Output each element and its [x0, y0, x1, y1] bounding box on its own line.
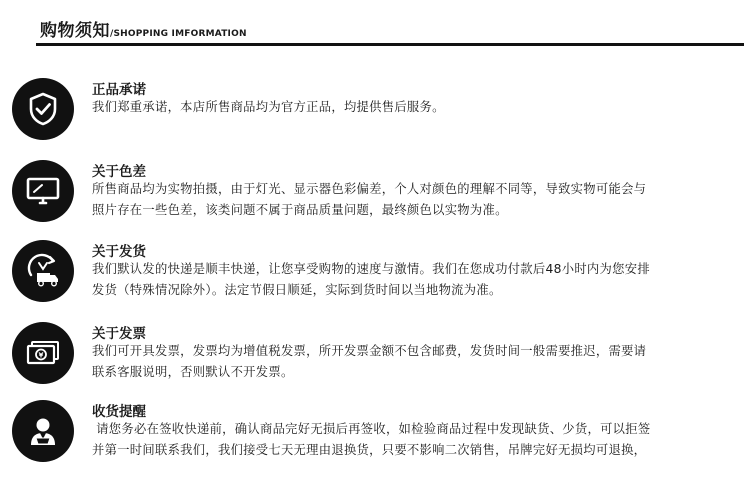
- section-body: [92, 179, 722, 221]
- header: [0, 0, 750, 50]
- header-divider: [36, 43, 744, 46]
- section-receipt-reminder: [0, 400, 750, 470]
- section-line: 我们郑重承诺，本店所售商品均为官方正品，均提供售后服务。: [92, 100, 445, 114]
- section-line: 发货（特殊情况除外）。法定节假日顺延，实际到货时间以当地物流为准。: [92, 283, 502, 297]
- delivery-truck-icon: [12, 240, 74, 302]
- section-title: 关于发货: [92, 244, 146, 260]
- section-authenticity: [0, 78, 750, 148]
- section-body: [92, 419, 722, 461]
- section-line: 照片存在一些色差，该类问题不属于商品质量问题，最终颜色以实物为准。: [92, 203, 508, 217]
- section-line: 我们可开具发票，发票均为增值税发票，所开发票金额不包含邮费，发货时间一般需要推迟，需要请: [92, 344, 647, 358]
- section-title: 正品承诺: [92, 82, 146, 98]
- section-shipping: [0, 240, 750, 310]
- invoice-icon: [12, 322, 74, 384]
- section-line: 请您务必在签收快递前，确认商品完好无损后再签收，如检验商品过程中发现缺货、少货，可以拒签: [92, 422, 651, 436]
- customer-service-icon: [12, 400, 74, 462]
- section-title: 收货提醒: [92, 404, 146, 420]
- section-body: [92, 341, 722, 383]
- shield-check-icon: [12, 78, 74, 140]
- section-body: [92, 97, 722, 118]
- page-title-zh: 购物须知: [40, 21, 110, 41]
- page-title-en: /SHOPPING IMFORMATION: [110, 29, 247, 39]
- section-line: 所售商品均为实物拍摄，由于灯光、显示器色彩偏差，个人对颜色的理解不同等，导致实物可能会与: [92, 182, 647, 196]
- section-line: 我们默认发的快递是顺丰快递，让您享受购物的速度与激情。我们在您成功付款后48小时内为您安排: [92, 262, 650, 276]
- section-color-difference: [0, 160, 750, 230]
- monitor-icon: [12, 160, 74, 222]
- section-body: [92, 259, 722, 301]
- section-invoice: [0, 322, 750, 392]
- section-line: 联系客服说明，否则默认不开发票。: [92, 365, 294, 379]
- section-line: 并第一时间联系我们，我们接受七天无理由退换货，只要不影响二次销售，吊牌完好无损均可退换，: [92, 443, 647, 457]
- section-title: 关于色差: [92, 164, 146, 180]
- section-title: 关于发票: [92, 326, 146, 342]
- page-title: [40, 16, 247, 41]
